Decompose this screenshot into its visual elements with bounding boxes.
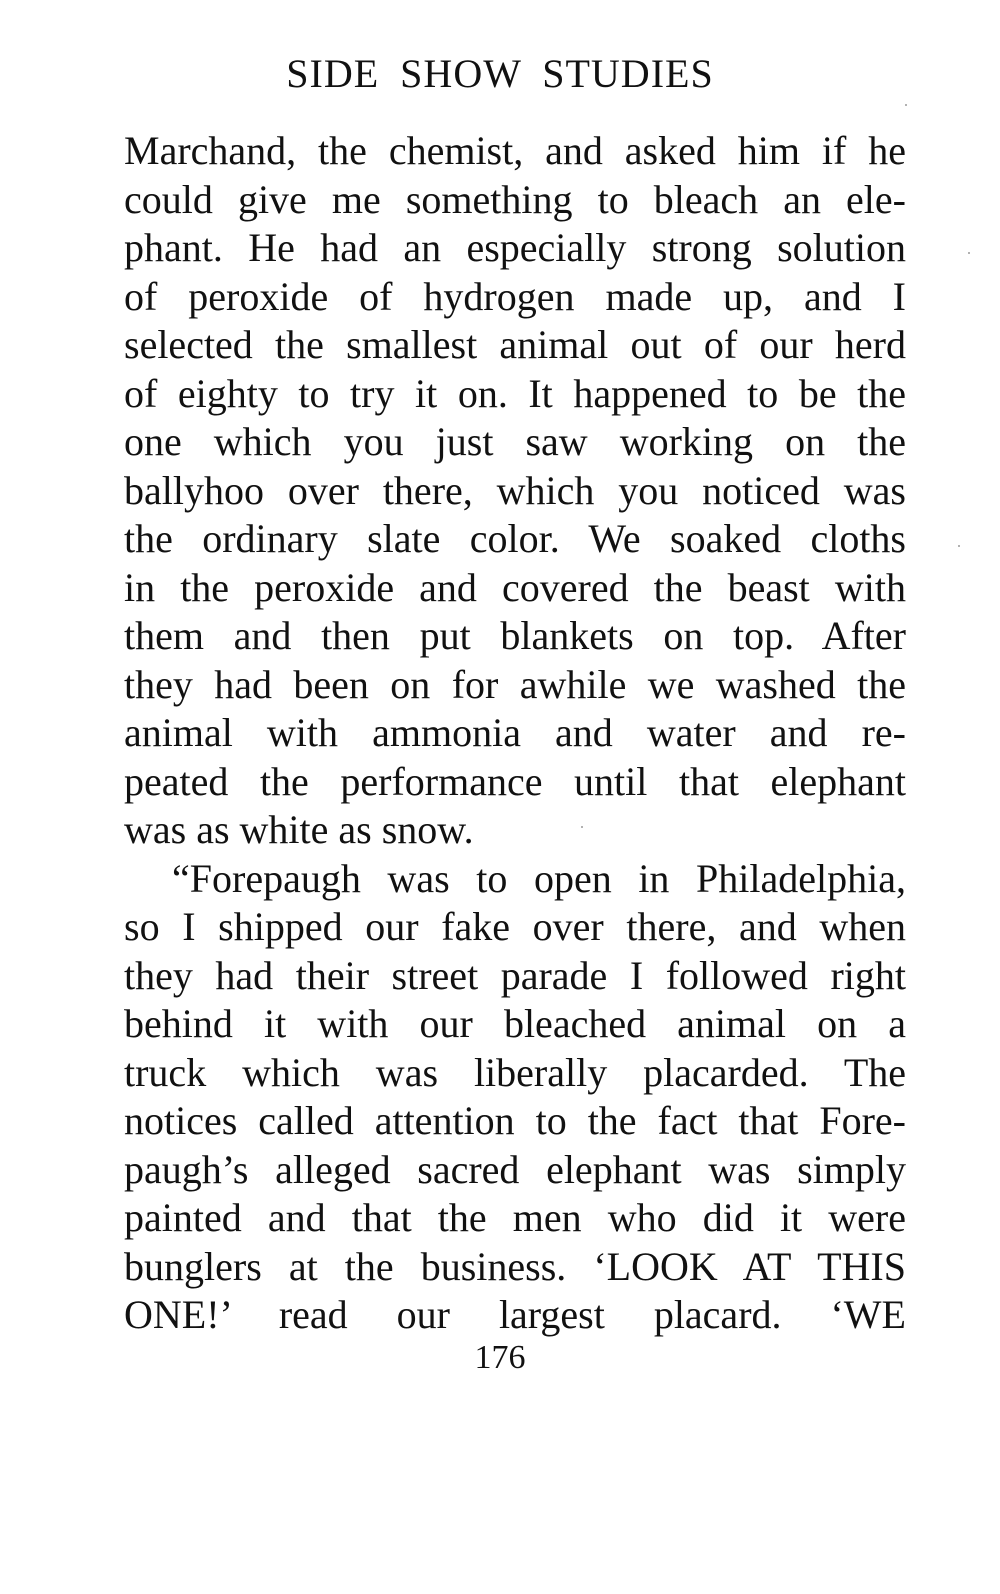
scan-speck xyxy=(581,826,583,828)
text-line: in the peroxide and covered the beast with xyxy=(124,564,906,610)
scan-speck xyxy=(905,104,907,106)
text-line: could give me something to bleach an ele- xyxy=(124,176,906,222)
text-line: them and then put blankets on top. After xyxy=(124,613,906,658)
text-line: so I shipped our fake over there, and when xyxy=(124,904,906,949)
text-line: bunglers at the business. ‘LOOK AT THIS xyxy=(124,1243,906,1289)
text-line: peated the performance until that elephant xyxy=(124,758,906,804)
body-text xyxy=(124,127,906,1340)
page-number: 176 xyxy=(474,1339,526,1376)
text-line: Marchand, the chemist, and asked him if he xyxy=(124,128,906,173)
text-line: notices called attention to the fact that Fore- xyxy=(124,1098,906,1143)
text-line: phant. He had an especially strong solution xyxy=(124,225,906,270)
text-line: of eighty to try it on. It happened to be the xyxy=(124,370,906,416)
text-line: ballyhoo over there, which you noticed was xyxy=(124,467,906,513)
text-line: selected the smallest animal out of our herd xyxy=(124,322,906,367)
text-line: they had their street parade I followed right xyxy=(124,952,906,998)
text-line: of peroxide of hydrogen made up, and I xyxy=(124,273,906,319)
text-line: was as white as snow. xyxy=(124,807,474,852)
text-line: paugh’s alleged sacred elephant was simply xyxy=(124,1146,906,1192)
text-line: they had been on for awhile we washed the xyxy=(124,661,906,707)
scan-speck xyxy=(968,252,970,254)
running-head: SIDE SHOW STUDIES xyxy=(286,51,714,96)
text-line: the ordinary slate color. We soaked cloths xyxy=(124,516,906,561)
text-line: truck which was liberally placarded. The xyxy=(124,1049,906,1095)
paragraph-1 xyxy=(124,127,906,855)
text-line: ONE!’ read our largest placard. ‘WE xyxy=(124,1292,906,1337)
paragraph-2 xyxy=(124,855,906,1340)
scan-speck xyxy=(958,545,960,547)
text-line: “Forepaugh was to open in Philadelphia, xyxy=(172,855,906,901)
text-line: behind it with our bleached animal on a xyxy=(124,1001,906,1046)
text-line: painted and that the men who did it were xyxy=(124,1195,906,1240)
text-line: animal with ammonia and water and re- xyxy=(124,710,906,755)
text-line: one which you just saw working on the xyxy=(124,419,906,464)
